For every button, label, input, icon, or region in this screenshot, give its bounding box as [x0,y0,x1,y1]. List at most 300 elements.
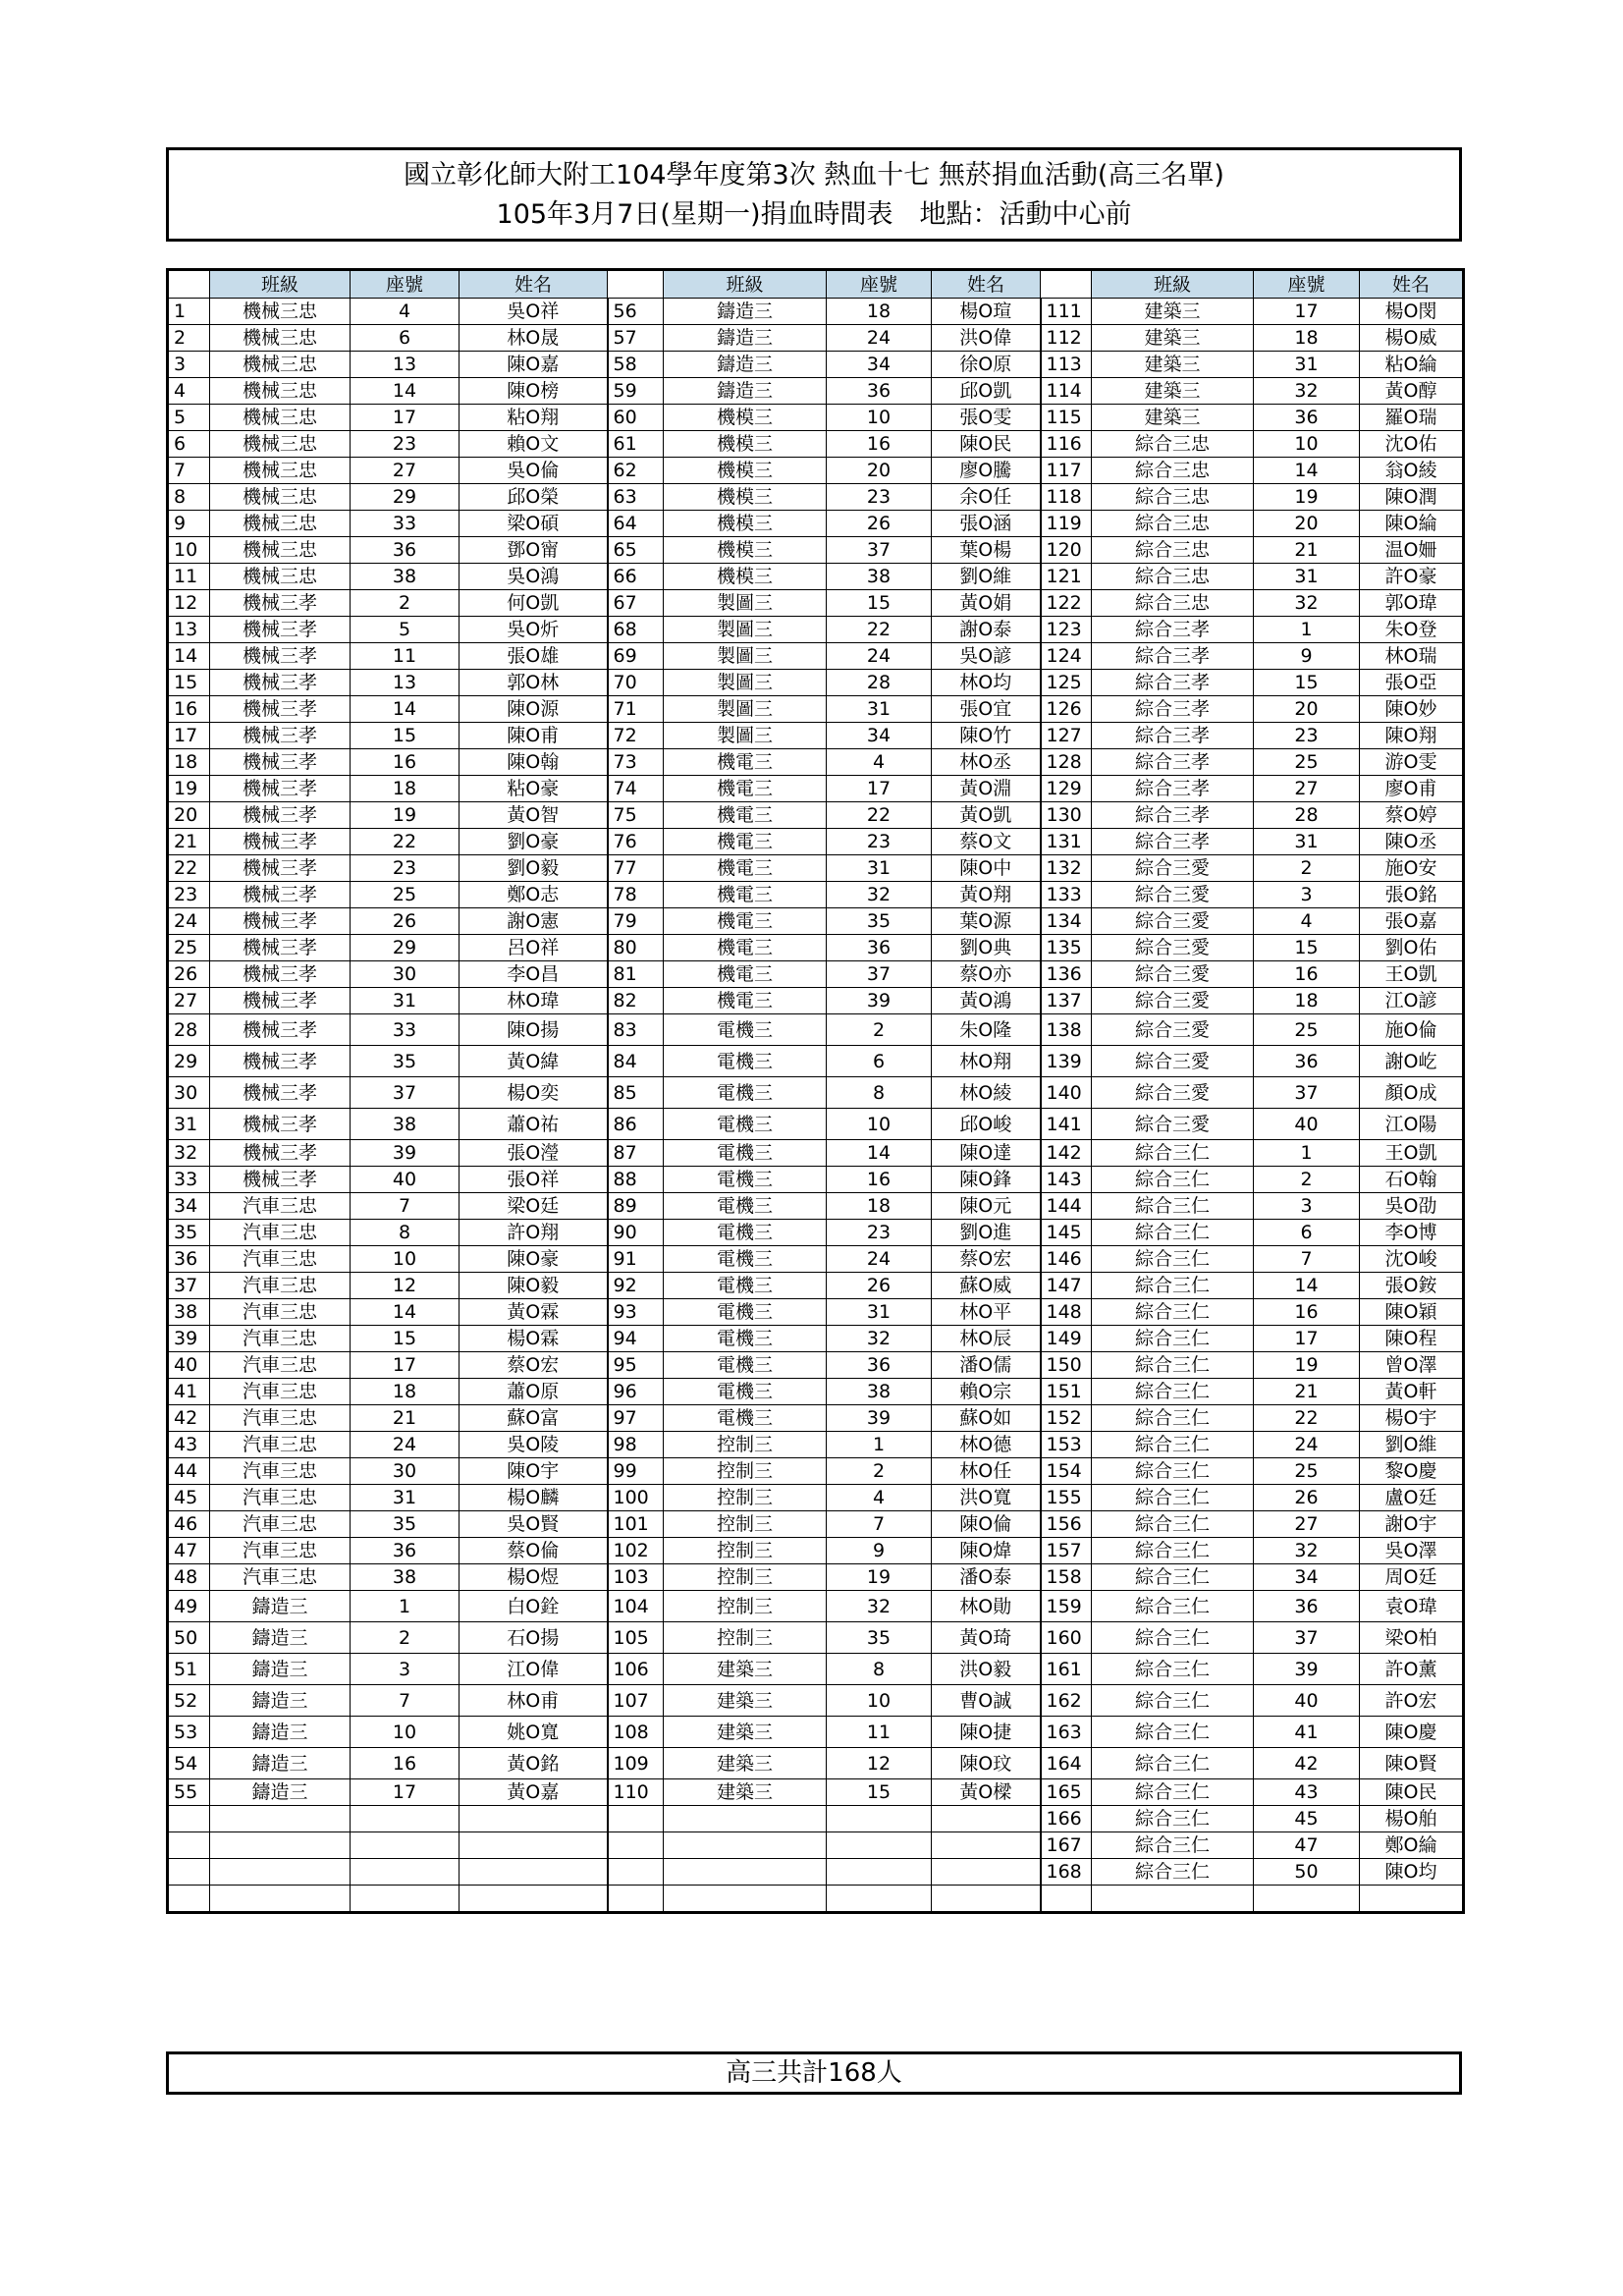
name-cell: 陳O中 [932,855,1041,882]
seat-cell: 31 [1254,352,1360,378]
row-number: 158 [1041,1564,1092,1591]
row-number: 49 [168,1591,210,1622]
seat-cell: 10 [827,1109,932,1140]
class-cell: 綜合三孝 [1092,829,1254,855]
name-cell: 朱O隆 [932,1014,1041,1046]
row-number: 50 [168,1622,210,1654]
seat-cell: 30 [351,1458,460,1485]
class-cell: 機械三孝 [210,696,351,723]
seat-cell: 33 [351,1014,460,1046]
name-cell: 張O涵 [932,511,1041,537]
class-cell [664,1886,827,1913]
name-cell: 石O揚 [460,1622,608,1654]
row-number: 11 [168,564,210,590]
row-number: 26 [168,961,210,988]
name-cell: 黃O凱 [932,802,1041,829]
row-number: 99 [608,1458,664,1485]
seat-cell: 14 [1254,458,1360,484]
name-cell: 張O祥 [460,1167,608,1193]
seat-cell: 10 [351,1246,460,1273]
class-cell: 鑄造三 [664,325,827,352]
row-number: 34 [168,1193,210,1220]
seat-cell: 25 [351,882,460,908]
table-row [168,696,1464,723]
table-row [168,1193,1464,1220]
header-class: 班級 [664,270,827,299]
seat-cell: 2 [827,1458,932,1485]
seat-cell: 31 [827,1299,932,1326]
row-number: 137 [1041,988,1092,1014]
row-number: 85 [608,1077,664,1109]
class-cell: 控制三 [664,1591,827,1622]
name-cell: 張O瀅 [460,1140,608,1167]
name-cell: 施O倫 [1360,1014,1464,1046]
seat-cell: 17 [351,1352,460,1379]
row-number: 127 [1041,723,1092,749]
class-cell: 機械三孝 [210,882,351,908]
class-cell: 機械三忠 [210,325,351,352]
header-seat: 座號 [351,270,460,299]
seat-cell: 18 [351,776,460,802]
seat-cell: 37 [827,537,932,564]
class-cell [664,1859,827,1886]
table-row [168,1779,1464,1806]
name-cell: 吳O倫 [460,458,608,484]
class-cell: 機械三忠 [210,484,351,511]
name-cell: 余O任 [932,484,1041,511]
name-cell: 黃O娟 [932,590,1041,617]
roster-table [166,268,1465,1914]
table-row [168,1014,1464,1046]
seat-cell: 15 [1254,670,1360,696]
class-cell: 鑄造三 [210,1685,351,1717]
row-number [608,1859,664,1886]
row-number: 144 [1041,1193,1092,1220]
row-number: 4 [168,378,210,405]
name-cell: 林O勛 [932,1591,1041,1622]
class-cell: 製圖三 [664,696,827,723]
name-cell: 陳O丞 [1360,829,1464,855]
name-cell: 蔡O宏 [932,1246,1041,1273]
class-cell: 綜合三仁 [1092,1538,1254,1564]
class-cell: 鑄造三 [664,299,827,325]
class-cell: 機械三孝 [210,935,351,961]
title-box [166,147,1462,242]
class-cell: 綜合三孝 [1092,776,1254,802]
name-cell: 張O亞 [1360,670,1464,696]
class-cell [210,1859,351,1886]
seat-cell: 37 [351,1077,460,1109]
header-class: 班級 [210,270,351,299]
seat-cell: 16 [827,431,932,458]
table-row [168,1273,1464,1299]
class-cell: 機械三忠 [210,564,351,590]
row-number: 9 [168,511,210,537]
seat-cell: 31 [827,696,932,723]
seat-cell: 23 [827,1220,932,1246]
seat-cell [351,1832,460,1859]
name-cell: 沈O佑 [1360,431,1464,458]
row-number: 118 [1041,484,1092,511]
name-cell: 吳O炘 [460,617,608,643]
name-cell: 葉O楊 [932,537,1041,564]
page-subtitle: 105年3月7日(星期一)捐血時間表 地點：活動中心前 [496,199,1132,230]
seat-cell: 7 [351,1193,460,1220]
seat-cell: 26 [1254,1485,1360,1511]
class-cell: 機械三忠 [210,405,351,431]
row-number: 72 [608,723,664,749]
row-number: 126 [1041,696,1092,723]
row-number: 45 [168,1485,210,1511]
row-number: 68 [608,617,664,643]
row-number: 100 [608,1485,664,1511]
class-cell: 電機三 [664,1405,827,1432]
row-number: 87 [608,1140,664,1167]
class-cell: 機械三孝 [210,802,351,829]
row-number: 110 [608,1779,664,1806]
class-cell: 機電三 [664,908,827,935]
name-cell: 吳O祥 [460,299,608,325]
seat-cell: 4 [351,299,460,325]
seat-cell: 37 [1254,1622,1360,1654]
row-number: 73 [608,749,664,776]
class-cell: 綜合三愛 [1092,908,1254,935]
seat-cell: 13 [351,352,460,378]
header-name: 姓名 [460,270,608,299]
table-row [168,405,1464,431]
name-cell: 黃O琦 [932,1622,1041,1654]
seat-cell: 36 [1254,405,1360,431]
name-cell [932,1886,1041,1913]
name-cell: 廖O甫 [1360,776,1464,802]
name-cell: 謝O屹 [1360,1046,1464,1077]
seat-cell: 32 [827,1326,932,1352]
seat-cell: 18 [827,299,932,325]
name-cell: 潘O儒 [932,1352,1041,1379]
row-number: 147 [1041,1273,1092,1299]
class-cell: 鑄造三 [210,1748,351,1779]
row-number: 88 [608,1167,664,1193]
class-cell: 鑄造三 [210,1779,351,1806]
seat-cell: 15 [351,1326,460,1352]
name-cell: 林O晟 [460,325,608,352]
table-row [168,1511,1464,1538]
seat-cell: 38 [351,1564,460,1591]
row-number: 121 [1041,564,1092,590]
name-cell: 翁O綾 [1360,458,1464,484]
class-cell: 機械三孝 [210,1046,351,1077]
class-cell: 綜合三仁 [1092,1832,1254,1859]
row-number: 56 [608,299,664,325]
row-number: 38 [168,1299,210,1326]
class-cell: 電機三 [664,1352,827,1379]
header-seat: 座號 [1254,270,1360,299]
seat-cell: 1 [1254,617,1360,643]
name-cell: 王O凱 [1360,1140,1464,1167]
seat-cell: 20 [1254,696,1360,723]
name-cell: 蘇O威 [932,1273,1041,1299]
seat-cell: 8 [351,1220,460,1246]
row-number: 150 [1041,1352,1092,1379]
row-number: 153 [1041,1432,1092,1458]
class-cell: 綜合三仁 [1092,1779,1254,1806]
class-cell [210,1806,351,1832]
row-number: 13 [168,617,210,643]
name-cell [460,1832,608,1859]
table-row [168,1432,1464,1458]
name-cell [1360,1886,1464,1913]
table-row [168,1564,1464,1591]
name-cell: 洪O毅 [932,1654,1041,1685]
row-number: 18 [168,749,210,776]
name-cell: 陳O慶 [1360,1717,1464,1748]
row-number: 48 [168,1564,210,1591]
seat-cell: 22 [351,829,460,855]
name-cell: 粘O翔 [460,405,608,431]
row-number [608,1806,664,1832]
class-cell: 控制三 [664,1432,827,1458]
name-cell [932,1806,1041,1832]
seat-cell: 10 [827,1685,932,1717]
name-cell: 陳O甫 [460,723,608,749]
seat-cell: 14 [1254,1273,1360,1299]
row-number: 93 [608,1299,664,1326]
class-cell: 綜合三孝 [1092,643,1254,670]
row-number [168,1859,210,1886]
table-row [168,1077,1464,1109]
name-cell: 吳O陵 [460,1432,608,1458]
class-cell [210,1886,351,1913]
seat-cell: 24 [351,1432,460,1458]
name-cell: 陳O鋒 [932,1167,1041,1193]
class-cell: 電機三 [664,1326,827,1352]
class-cell: 綜合三愛 [1092,1046,1254,1077]
class-cell: 機械三孝 [210,855,351,882]
class-cell: 綜合三孝 [1092,696,1254,723]
seat-cell: 10 [827,405,932,431]
name-cell: 黃O智 [460,802,608,829]
name-cell: 曾O澤 [1360,1352,1464,1379]
name-cell: 許O薰 [1360,1654,1464,1685]
class-cell: 製圖三 [664,590,827,617]
header-class: 班級 [1092,270,1254,299]
row-number: 83 [608,1014,664,1046]
seat-cell: 6 [827,1046,932,1077]
header-number [608,270,664,299]
row-number: 125 [1041,670,1092,696]
name-cell: 徐O原 [932,352,1041,378]
seat-cell: 26 [351,908,460,935]
name-cell: 游O雯 [1360,749,1464,776]
class-cell: 機模三 [664,511,827,537]
seat-cell: 18 [351,1379,460,1405]
seat-cell: 2 [1254,1167,1360,1193]
row-number: 165 [1041,1779,1092,1806]
class-cell: 機械三孝 [210,988,351,1014]
row-number: 65 [608,537,664,564]
seat-cell [827,1832,932,1859]
class-cell: 汽車三忠 [210,1538,351,1564]
row-number: 89 [608,1193,664,1220]
name-cell: 陳O賢 [1360,1748,1464,1779]
class-cell: 建築三 [664,1779,827,1806]
row-number: 67 [608,590,664,617]
table-row [168,1167,1464,1193]
header-name: 姓名 [932,270,1041,299]
class-cell: 綜合三仁 [1092,1326,1254,1352]
row-number: 39 [168,1326,210,1352]
class-cell: 綜合三愛 [1092,1014,1254,1046]
name-cell: 陳O翔 [1360,723,1464,749]
seat-cell: 9 [827,1538,932,1564]
total-count: 高三共計168人 [166,2051,1462,2095]
row-number: 28 [168,1014,210,1046]
class-cell: 製圖三 [664,643,827,670]
class-cell: 機械三孝 [210,749,351,776]
seat-cell: 35 [827,1622,932,1654]
row-number: 21 [168,829,210,855]
row-number: 120 [1041,537,1092,564]
class-cell: 機械三孝 [210,1077,351,1109]
seat-cell: 16 [351,1748,460,1779]
name-cell: 張O銨 [1360,1273,1464,1299]
row-number [608,1832,664,1859]
class-cell: 機械三忠 [210,299,351,325]
class-cell: 汽車三忠 [210,1326,351,1352]
row-number: 15 [168,670,210,696]
row-number: 22 [168,855,210,882]
row-number: 51 [168,1654,210,1685]
name-cell: 林O綾 [932,1077,1041,1109]
seat-cell: 21 [1254,1379,1360,1405]
name-cell: 顏O成 [1360,1077,1464,1109]
class-cell [664,1806,827,1832]
row-number: 117 [1041,458,1092,484]
row-number: 82 [608,988,664,1014]
name-cell: 陳O嘉 [460,352,608,378]
row-number: 10 [168,537,210,564]
name-cell: 黃O淵 [932,776,1041,802]
seat-cell: 17 [351,1779,460,1806]
name-cell: 黃O翔 [932,882,1041,908]
class-cell: 機電三 [664,882,827,908]
row-number: 101 [608,1511,664,1538]
row-number: 31 [168,1109,210,1140]
name-cell: 姚O寬 [460,1717,608,1748]
name-cell [460,1859,608,1886]
class-cell: 綜合三孝 [1092,617,1254,643]
seat-cell: 12 [351,1273,460,1299]
name-cell: 陳O潤 [1360,484,1464,511]
row-number: 70 [608,670,664,696]
row-number: 8 [168,484,210,511]
seat-cell: 31 [1254,829,1360,855]
name-cell: 楊O閔 [1360,299,1464,325]
name-cell: 林O均 [932,670,1041,696]
name-cell: 陳O民 [1360,1779,1464,1806]
class-cell: 製圖三 [664,670,827,696]
row-number: 77 [608,855,664,882]
seat-cell: 27 [351,458,460,484]
row-number: 19 [168,776,210,802]
name-cell: 陳O榜 [460,378,608,405]
seat-cell: 39 [351,1140,460,1167]
name-cell: 陳O達 [932,1140,1041,1167]
seat-cell: 16 [1254,1299,1360,1326]
name-cell: 黃O銘 [460,1748,608,1779]
table-row [168,723,1464,749]
seat-cell: 14 [351,696,460,723]
row-number: 71 [608,696,664,723]
class-cell: 汽車三忠 [210,1405,351,1432]
name-cell: 盧O廷 [1360,1485,1464,1511]
seat-cell: 25 [1254,749,1360,776]
name-cell: 張O嘉 [1360,908,1464,935]
row-number: 53 [168,1717,210,1748]
seat-cell: 36 [351,1538,460,1564]
row-number: 132 [1041,855,1092,882]
seat-cell: 34 [827,723,932,749]
seat-cell: 15 [351,723,460,749]
row-number: 119 [1041,511,1092,537]
name-cell: 陳O綸 [1360,511,1464,537]
seat-cell: 35 [827,908,932,935]
seat-cell: 15 [827,590,932,617]
seat-cell: 40 [1254,1685,1360,1717]
class-cell: 綜合三仁 [1092,1654,1254,1685]
seat-cell: 29 [351,935,460,961]
table-row [168,1246,1464,1273]
row-number: 133 [1041,882,1092,908]
name-cell: 楊O煜 [460,1564,608,1591]
table-row [168,352,1464,378]
row-number: 32 [168,1140,210,1167]
name-cell: 林O平 [932,1299,1041,1326]
name-cell: 黃O緯 [460,1046,608,1077]
name-cell: 洪O寬 [932,1485,1041,1511]
class-cell: 綜合三忠 [1092,511,1254,537]
table-row [168,1886,1464,1913]
class-cell: 鑄造三 [210,1622,351,1654]
table-row [168,1748,1464,1779]
name-cell: 吳O劭 [1360,1193,1464,1220]
seat-cell: 7 [1254,1246,1360,1273]
table-row [168,1140,1464,1167]
name-cell: 林O瑞 [1360,643,1464,670]
seat-cell: 50 [1254,1859,1360,1886]
table-row [168,484,1464,511]
name-cell: 邱O凱 [932,378,1041,405]
row-number: 91 [608,1246,664,1273]
seat-cell: 23 [351,431,460,458]
name-cell: 洪O偉 [932,325,1041,352]
header-number [1041,270,1092,299]
seat-cell: 26 [827,511,932,537]
row-number: 129 [1041,776,1092,802]
class-cell: 汽車三忠 [210,1379,351,1405]
seat-cell: 38 [351,564,460,590]
class-cell: 製圖三 [664,617,827,643]
row-number: 42 [168,1405,210,1432]
seat-cell: 31 [827,855,932,882]
class-cell: 機電三 [664,961,827,988]
name-cell: 陳O妙 [1360,696,1464,723]
class-cell: 機械三孝 [210,1014,351,1046]
seat-cell: 19 [827,1564,932,1591]
class-cell: 綜合三仁 [1092,1352,1254,1379]
row-number: 102 [608,1538,664,1564]
class-cell: 電機三 [664,1379,827,1405]
